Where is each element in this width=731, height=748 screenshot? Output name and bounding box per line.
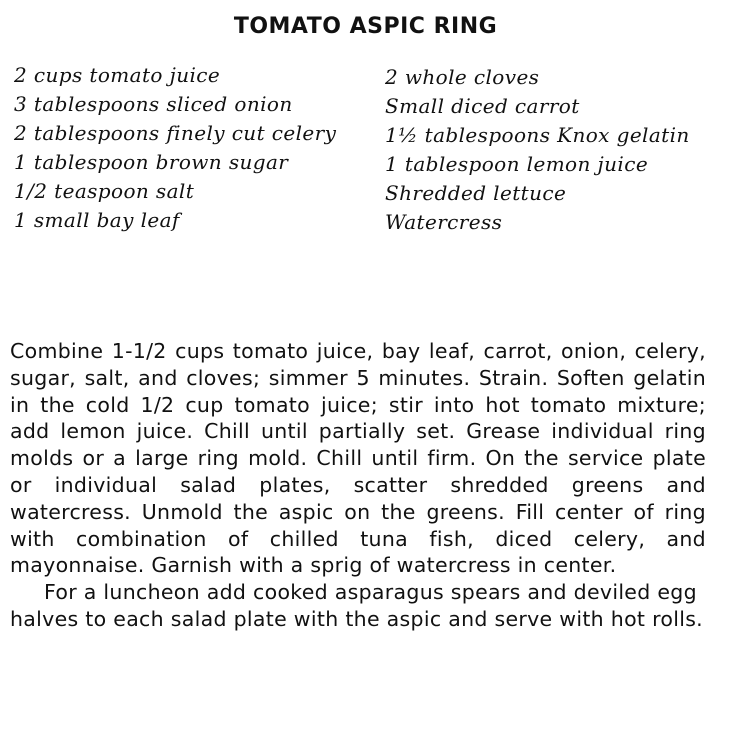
ingredient-item: 3 tablespoons sliced onion xyxy=(14,92,293,116)
ingredient-item: 1 tablespoon lemon juice xyxy=(385,152,649,176)
serving-suggestion-paragraph: For a luncheon add cooked asparagus spears and deviled egg halves to each salad plate with the aspic and serve with hot rolls. xyxy=(10,580,703,631)
ingredient-item: 2 tablespoons finely cut celery xyxy=(14,121,337,145)
ingredient-item: Watercress xyxy=(385,210,503,234)
recipe-instructions xyxy=(10,338,706,633)
ingredient-item: Small diced carrot xyxy=(385,94,580,118)
instructions-paragraph: Combine 1-1/2 cups tomato juice, bay leaf, carrot, onion, celery, sugar, salt, and cloves; simmer 5 minutes. Strain. Soften gelatin in the cold 1/2 cup tomato juice; stir into hot tomato mixture; add lemon juice. Chill until partially set. Grease individual ring molds or a large ring mold. Chill until firm. On the service plate or individual salad plates, scatter shredded greens and watercress. Unmold the aspic on the greens. Fill center of ring with combination of chilled tuna fish, diced celery, and mayonnaise. Garnish with a sprig of watercress in center. xyxy=(10,339,706,578)
ingredient-item: 2 cups tomato juice xyxy=(14,63,221,87)
recipe-title: TOMATO ASPIC RING xyxy=(233,14,498,39)
ingredient-item: 1 tablespoon brown sugar xyxy=(14,150,289,174)
ingredients-right-column xyxy=(385,63,725,237)
ingredients-left-column xyxy=(14,61,364,235)
ingredient-item: 2 whole cloves xyxy=(385,65,540,89)
ingredient-item: 1½ tablespoons Knox gelatin xyxy=(385,123,690,147)
ingredient-item: 1/2 teaspoon salt xyxy=(14,179,195,203)
ingredient-item: 1 small bay leaf xyxy=(14,208,180,232)
ingredient-item: Shredded lettuce xyxy=(385,181,567,205)
